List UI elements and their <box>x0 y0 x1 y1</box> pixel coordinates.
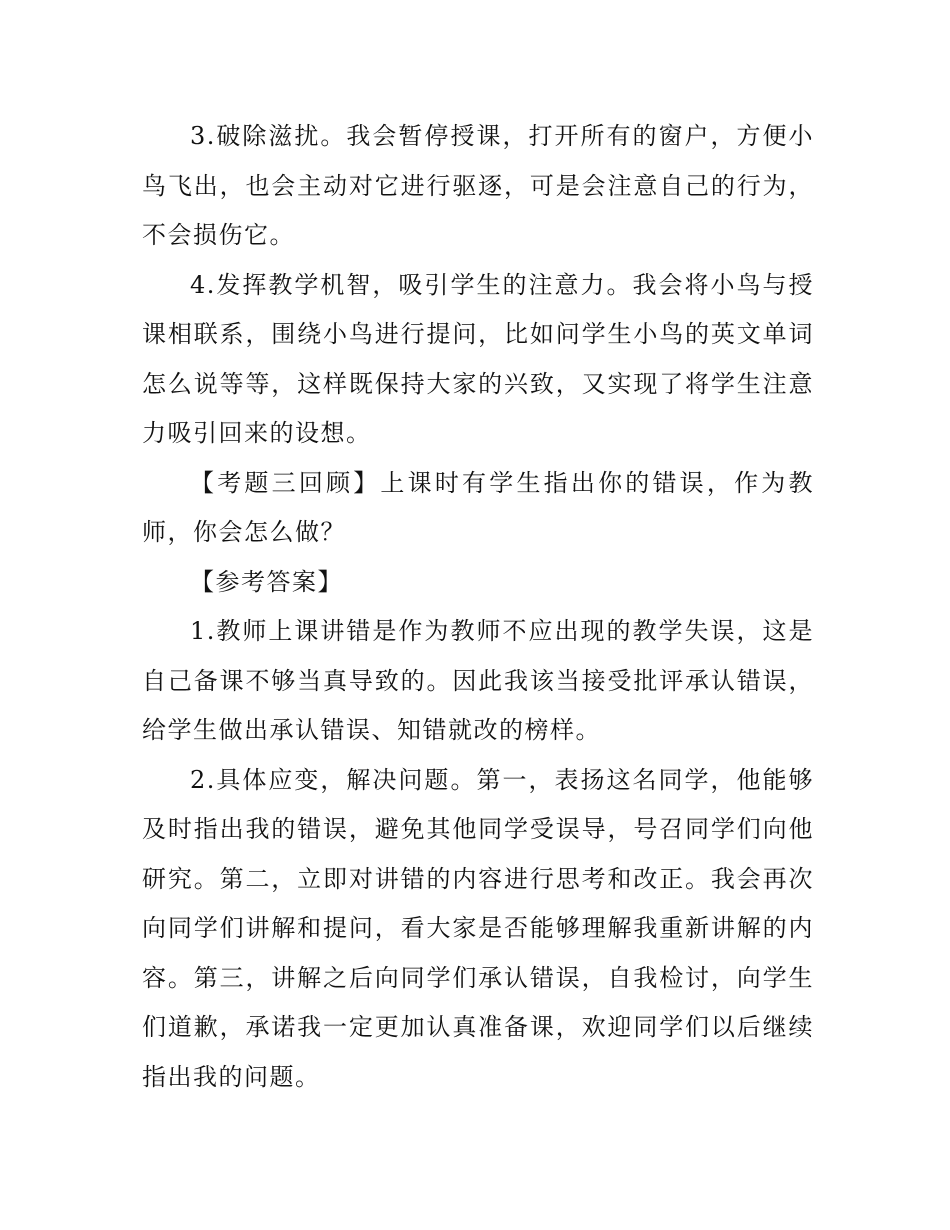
paragraph-item-3: 3.破除滋扰。我会暂停授课，打开所有的窗户，方便小鸟飞出，也会主动对它进行驱逐，可是会注意自己的行为，不会损伤它。 <box>142 122 814 249</box>
paragraph-item-4: 4.发挥教学机智，吸引学生的注意力。我会将小鸟与授课相联系，围绕小鸟进行提问，比如问学生小鸟的英文单词怎么说等等，这样既保持大家的兴致，又实现了将学生注意力吸引回来的设想。 <box>142 270 814 447</box>
answer-item-1: 1.教师上课讲错是作为教师不应出现的教学失误，这是自己备课不够当真导致的。因此我该当接受批评承认错误，给学生做出承认错误、知错就改的榜样。 <box>142 617 814 744</box>
answer-item-2: 2.具体应变，解决问题。第一，表扬这名同学，他能够及时指出我的错误，避免其他同学受误导，号召同学们向他研究。第二，立即对讲错的内容进行思考和改正。我会再次向同学们讲解和提问，看大家是否能够理解我重新讲解的内容。第三，讲解之后向同学们承认错误，自我检讨，向学生们道歉，承诺我一定更加认真准备课，欢迎同学们以后继续指出我的问题。 <box>142 765 814 1091</box>
document-body <box>142 112 814 1102</box>
reference-answer-heading: 【参考答案】 <box>190 567 343 596</box>
question-three-review: 【考题三回顾】上课时有学生指出你的错误，作为教师，你会怎么做？ <box>142 468 814 546</box>
